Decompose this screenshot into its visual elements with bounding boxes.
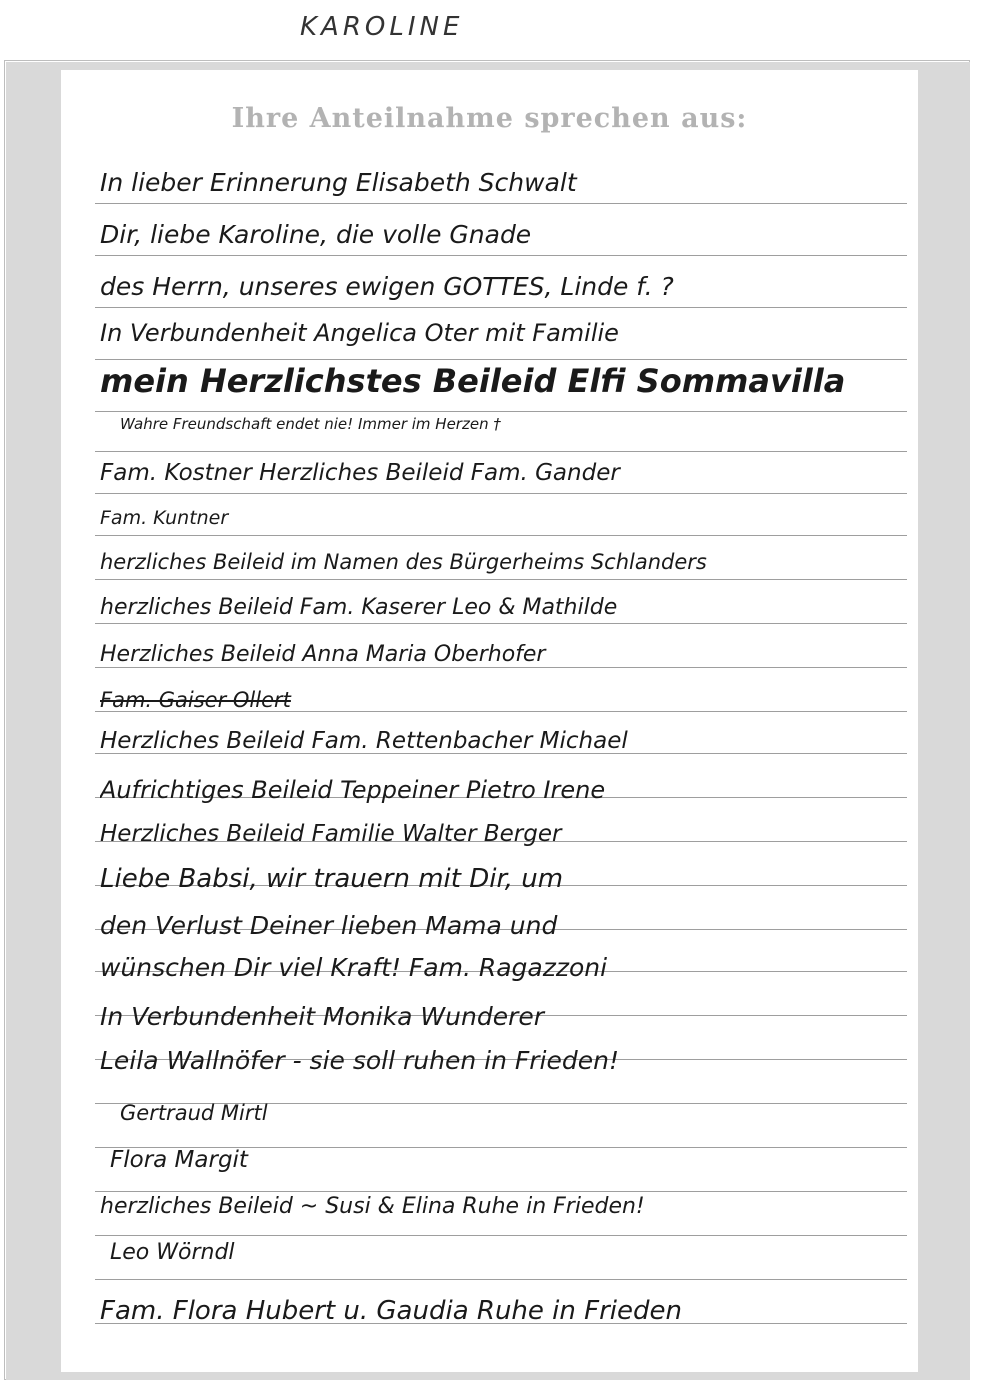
page-heading: Ihre Anteilnahme sprechen aus: [231,103,748,134]
condolence-entry: wünschen Dir viel Kraft! Fam. Ragazzoni [100,953,608,982]
condolence-entry: Liebe Babsi, wir trauern mit Dir, um [100,864,564,894]
condolence-entry: Leo Wörndl [110,1240,235,1265]
condolence-entry: herzliches Beileid Fam. Kaserer Leo & Mathilde [100,595,618,620]
ruled-line [95,203,907,204]
condolence-entry: Leila Wallnöfer - sie soll ruhen in Frieden! [100,1046,619,1075]
ruled-line [95,623,907,624]
ruled-line [95,667,907,668]
frame-border-bottom [6,1372,970,1380]
condolence-entry: Aufrichtiges Beileid Teppeiner Pietro Irene [100,776,606,804]
condolence-entry: In Verbundenheit Monika Wunderer [100,1002,545,1031]
condolence-entry: Wahre Freundschaft endet nie! Immer im Herzen † [120,415,501,433]
condolence-entry: mein Herzlichstes Beileid Elfi Sommavilla [100,362,846,400]
condolence-entry: In lieber Erinnerung Elisabeth Schwalt [100,168,577,197]
ruled-line [95,307,907,308]
condolence-entry: herzliches Beileid ~ Susi & Elina Ruhe in Frieden! [100,1194,645,1219]
condolence-entry: des Herrn, unseres ewigen GOTTES, Linde f. ? [100,272,674,301]
ruled-line [95,1191,907,1192]
condolence-entry: Dir, liebe Karoline, die volle Gnade [100,220,532,249]
condolence-entry: Fam. Kostner Herzliches Beileid Fam. Gander [100,460,620,486]
condolence-entry: In Verbundenheit Angelica Oter mit Familie [100,319,619,347]
condolence-entry: Herzliches Beileid Fam. Rettenbacher Michael [100,728,628,754]
condolence-entry: herzliches Beileid im Namen des Bürgerheims Schlanders [100,550,707,574]
condolence-entry: Fam. Kuntner [100,507,229,529]
ruled-line [95,1235,907,1236]
frame-border-top [6,62,970,70]
ruled-line [95,579,907,580]
ruled-line [95,535,907,536]
frame-border-right [918,62,970,1380]
condolence-entry: den Verlust Deiner lieben Mama und [100,911,558,940]
ruled-line [95,493,907,494]
condolence-entry: Fam. Flora Hubert u. Gaudia Ruhe in Frieden [100,1296,682,1326]
condolence-entry: Herzliches Beileid Familie Walter Berger [100,821,562,847]
condolence-entry: Gertraud Mirtl [120,1101,268,1125]
frame-border-left [6,62,61,1380]
ruled-line [95,411,907,412]
ruled-line [95,255,907,256]
page-frame [4,60,970,1380]
handwritten-name-note: KAROLINE [300,12,464,42]
condolence-entry: Herzliches Beileid Anna Maria Oberhofer [100,642,546,667]
ruled-line [95,451,907,452]
condolence-entry: Fam. Gaiser Ollert [100,688,291,712]
ruled-line [95,1279,907,1280]
condolence-entry: Flora Margit [110,1147,248,1173]
ruled-line [95,359,907,360]
